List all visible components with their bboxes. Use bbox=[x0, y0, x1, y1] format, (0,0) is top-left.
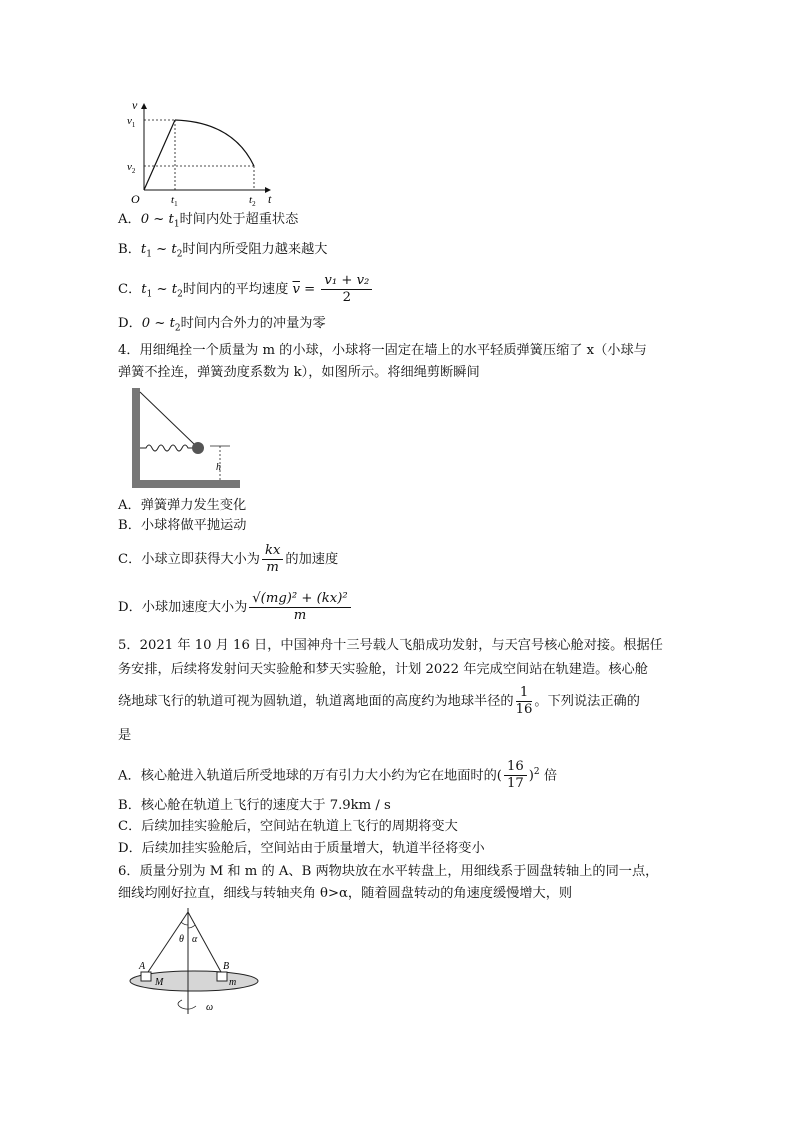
q5-option-d[interactable]: D．后续加挂实验舱后，空间站由于质量增大，轨道半径将变小 bbox=[118, 841, 485, 856]
q4-option-d[interactable]: D．小球加速度大小为 $\frac{\text{√(mg)² + (kx)²}}{m}$ bbox=[118, 588, 353, 628]
q4-option-b[interactable]: B．小球将做平抛运动 bbox=[118, 518, 247, 533]
label-b: B bbox=[223, 961, 230, 972]
height-ratio-fraction: $\frac{1}{16}$ bbox=[515, 685, 533, 717]
q6-stem-line1: 6．质量分别为 M 和 m 的 A、B 两物块放在水平转盘上，用细线系于圆盘转轴上的同一点， bbox=[118, 864, 659, 879]
kx-over-m-fraction: $\frac{kx}{m}$ bbox=[262, 543, 283, 576]
q4-stem-line2: 弹簧不拴连，弹簧劲度系数为 k），如图所示。将细绳剪断瞬间 bbox=[118, 365, 480, 380]
v2-label: $v_2$ bbox=[127, 161, 136, 175]
turntable-figure bbox=[126, 906, 276, 1024]
t2-label: $t_2$ bbox=[249, 194, 256, 208]
spring bbox=[140, 445, 192, 451]
q5-stem-line4: 是 bbox=[118, 728, 132, 743]
label-m: m bbox=[229, 977, 237, 988]
h-label: h bbox=[216, 462, 221, 473]
origin-label: O bbox=[131, 192, 140, 206]
spring-ball-figure bbox=[130, 386, 250, 492]
theta-label: θ bbox=[179, 934, 184, 945]
label-M: M bbox=[155, 977, 164, 988]
q5-option-b[interactable]: B．核心舱在轨道上飞行的速度大于 7.9km / s bbox=[118, 798, 391, 813]
floor bbox=[132, 480, 240, 488]
gravity-ratio-fraction: $\frac{16}{17}$ bbox=[504, 759, 527, 792]
t-axis-label: t bbox=[268, 192, 272, 206]
q5-stem-line3: 绕地球飞行的轨道可视为圆轨道，轨道离地面的高度约为地球半径的 $\frac{1}{16}$ 。下列说法正确的 bbox=[118, 685, 640, 717]
omega-label: ω bbox=[206, 1002, 214, 1013]
q5-stem-line1: 5．2021 年 10 月 16 日，中国神舟十三号载人飞船成功发射，与天宫号核心舱对接。根据任 bbox=[118, 638, 663, 653]
block-b bbox=[217, 972, 227, 981]
alpha-arc bbox=[188, 925, 195, 928]
velocity-time-graph bbox=[118, 98, 288, 210]
q6-stem-line2: 细线均刚好拉直，细线与转轴夹角 θ>α，随着圆盘转动的角速度缓慢增大，则 bbox=[118, 886, 573, 901]
string bbox=[140, 392, 194, 444]
theta-arc bbox=[181, 922, 188, 925]
q3-option-a[interactable]: A．0 ~ $t_1$时间内处于超重状态 bbox=[118, 212, 299, 230]
v-axis-label: v bbox=[132, 98, 138, 112]
velocity-curve bbox=[175, 120, 254, 166]
ball bbox=[192, 442, 204, 454]
wall bbox=[132, 388, 140, 488]
q4-option-a[interactable]: A．弹簧弹力发生变化 bbox=[118, 498, 247, 513]
q5-option-c[interactable]: C．后续加挂实验舱后，空间站在轨道上飞行的周期将变大 bbox=[118, 819, 458, 834]
label-a: A bbox=[139, 961, 146, 972]
q4-option-c[interactable]: C．小球立即获得大小为 $\frac{kx}{m}$ 的加速度 bbox=[118, 543, 339, 575]
alpha-label: α bbox=[192, 934, 198, 945]
v1-label: $v_1$ bbox=[127, 115, 136, 129]
q5-option-a[interactable]: A．核心舱进入轨道后所受地球的万有引力大小约为它在地面时的( $\frac{16}{17}$ )$^2$ 倍 bbox=[118, 759, 557, 792]
q3-option-d[interactable]: D．0 ~ $t_2$时间内合外力的冲量为零 bbox=[118, 316, 326, 334]
q3-option-c[interactable]: C．$t_1$ ~ $t_2$时间内的平均速度 $\overline{v}$ = $\frac{\text{v₁ + v₂}}{2}$ bbox=[118, 270, 374, 315]
acceleration-fraction: $\frac{\text{√(mg)² + (kx)²}}{m}$ bbox=[249, 591, 350, 624]
rotation-arrow bbox=[178, 1000, 196, 1009]
average-velocity-fraction: $\frac{\text{v₁ + v₂}}{2}$ bbox=[321, 273, 372, 306]
q3-option-b[interactable]: B．$t_1$ ~ $t_2$时间内所受阻力越来越大 bbox=[118, 242, 328, 260]
block-a bbox=[141, 972, 151, 981]
t1-label: $t_1$ bbox=[171, 194, 178, 208]
q5-stem-line2: 务安排，后续将发射问天实验舱和梦天实验舱，计划 2022 年完成空间站在轨建造。核心舱 bbox=[118, 662, 648, 677]
velocity-rise bbox=[144, 120, 175, 190]
q4-stem-line1: 4．用细绳拴一个质量为 m 的小球，小球将一固定在墙上的水平轻质弹簧压缩了 x（小球与 bbox=[118, 343, 647, 358]
